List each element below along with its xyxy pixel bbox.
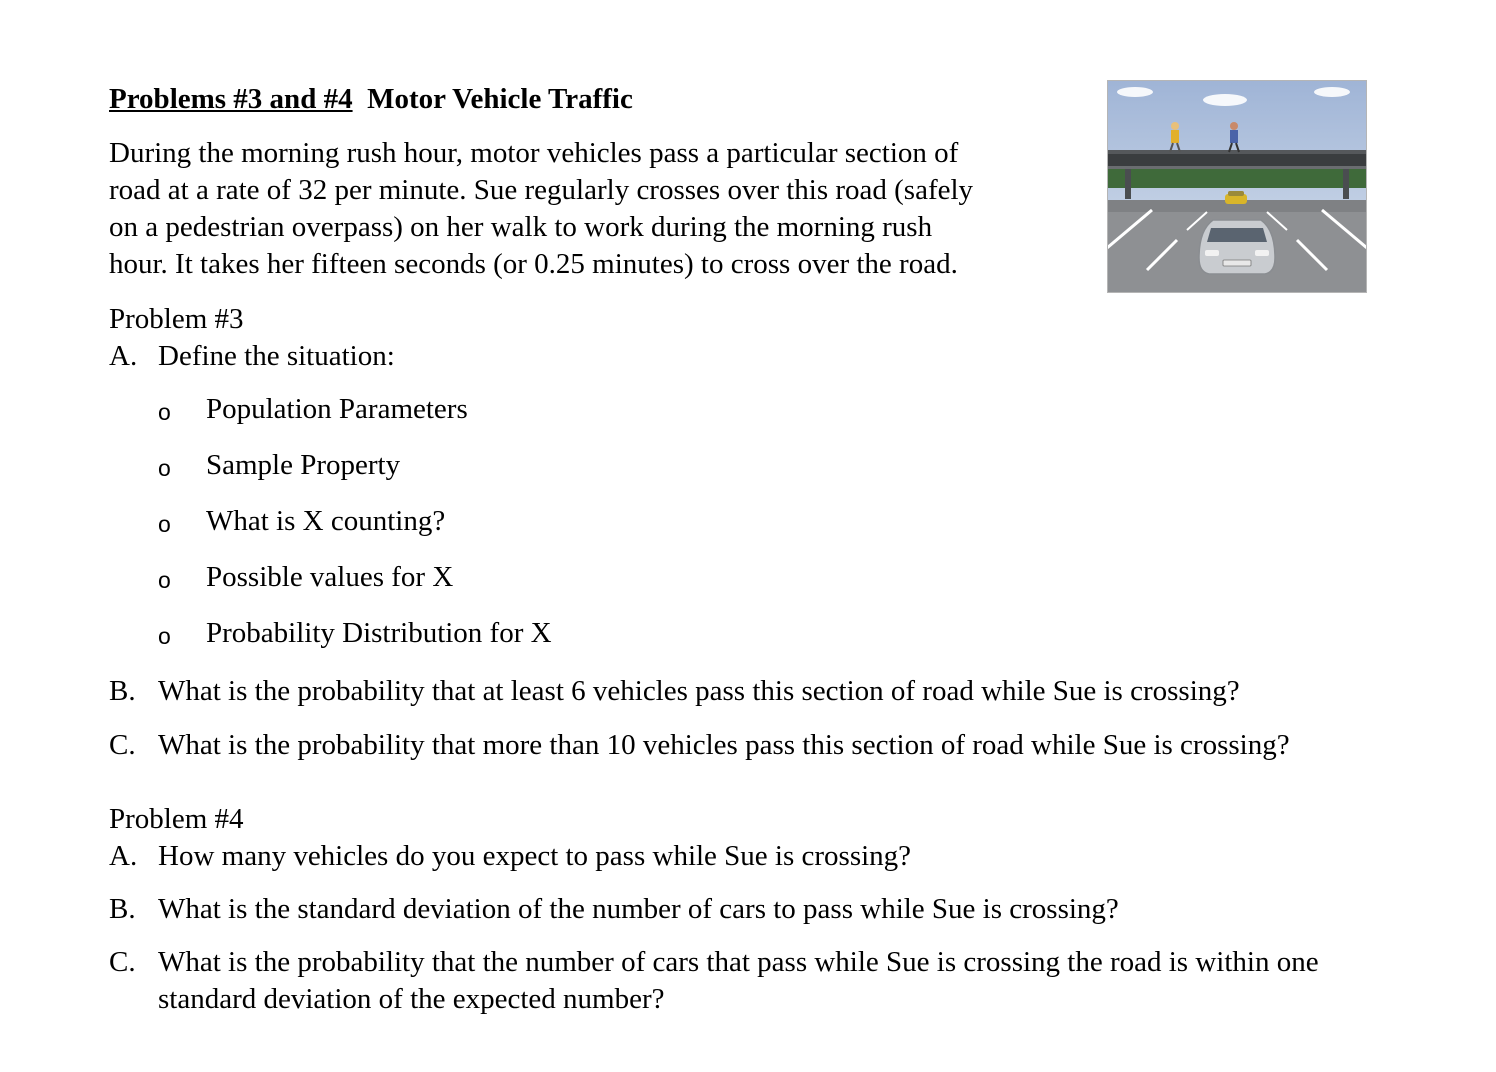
list-item xyxy=(158,447,1379,487)
question-text: How many vehicles do you expect to pass while Sue is crossing? xyxy=(158,840,912,872)
problem-4-question-a xyxy=(109,838,1379,875)
problem-3-question-c xyxy=(109,727,1309,764)
question-letter: C. xyxy=(109,946,136,978)
overpass-bridge xyxy=(1107,154,1367,166)
cloud xyxy=(1117,87,1153,97)
bullet-text: Probability Distribution for X xyxy=(206,617,552,649)
bullet-circle-icon: o xyxy=(158,399,171,425)
problem-3-question-a xyxy=(109,338,1379,375)
question-letter: B. xyxy=(109,675,136,707)
bullet-text: Population Parameters xyxy=(206,393,468,425)
overpass-pillar xyxy=(1343,169,1349,199)
bullet-text: What is X counting? xyxy=(206,505,446,537)
situation-bullet-list xyxy=(109,391,1379,655)
distant-trees xyxy=(1107,166,1367,188)
question-letter: B. xyxy=(109,893,136,925)
list-item xyxy=(158,615,1379,655)
list-item xyxy=(158,559,1379,599)
question-text: What is the standard deviation of the number of cars to pass while Sue is crossing? xyxy=(158,893,1119,925)
distant-car-icon xyxy=(1225,191,1247,204)
problem-4-heading: Problem #4 xyxy=(109,803,244,835)
question-text: What is the probability that the number of cars that pass while Sue is crossing the road is within one standard deviation of the expected number? xyxy=(158,946,1319,1015)
problem-4-question-c xyxy=(109,944,1324,1018)
question-text: Define the situation: xyxy=(158,340,395,372)
question-letter: A. xyxy=(109,340,138,372)
list-item xyxy=(158,391,1379,431)
cloud xyxy=(1203,94,1247,106)
bullet-circle-icon: o xyxy=(158,567,171,593)
intro-paragraph: During the morning rush hour, motor vehicles pass a particular section of road at a rate of 32 per minute. Sue regularly crosses over this road (safely on a pedestrian overpass) on her walk to work during the morning rush hour. It takes her fifteen seconds (or 0.25 minutes) to cross over the road. xyxy=(109,137,974,280)
traffic-overpass-illustration xyxy=(1107,80,1367,293)
cloud xyxy=(1314,87,1350,97)
bullet-text: Sample Property xyxy=(206,449,401,481)
bullet-circle-icon: o xyxy=(158,623,171,649)
overpass-pillar xyxy=(1125,169,1131,199)
question-text: What is the probability that at least 6 vehicles pass this section of road while Sue is crossing? xyxy=(158,675,1240,707)
question-letter: C. xyxy=(109,729,136,761)
question-text: What is the probability that more than 10 vehicles pass this section of road while Sue is crossing? xyxy=(158,729,1290,761)
bullet-circle-icon: o xyxy=(158,455,171,481)
bullet-circle-icon: o xyxy=(158,511,171,537)
bullet-text: Possible values for X xyxy=(206,561,454,593)
list-item xyxy=(158,503,1379,543)
title-underlined: Problems #3 and #4 xyxy=(109,83,353,115)
problem-4-question-b xyxy=(109,891,1379,928)
problem-3-question-b xyxy=(109,673,1379,710)
problem-3-heading: Problem #3 xyxy=(109,303,244,335)
title-rest: Motor Vehicle Traffic xyxy=(367,83,633,115)
car-icon xyxy=(1199,220,1275,274)
question-letter: A. xyxy=(109,840,138,872)
